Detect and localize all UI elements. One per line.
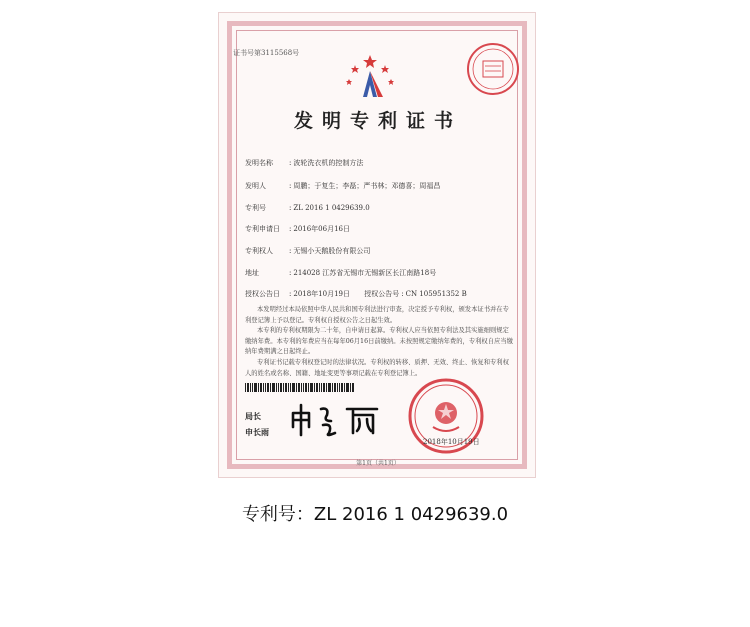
page-number: 第1页（共1页）: [356, 460, 400, 467]
patent-certificate: [218, 12, 536, 478]
field-application-date: 专利申请日 : 2016年06月16日: [245, 225, 350, 233]
certificate-number: 证书号第3115568号: [233, 49, 300, 57]
top-seal-icon: [465, 41, 521, 97]
field-patentee: 专利权人 : 无锡小天鹅股份有限公司: [245, 247, 371, 255]
field-grant-info: 授权公告日 : 2018年10月19日 授权公告号 : CN 105951352 B: [245, 290, 467, 298]
paragraph-3: 专利证书记载专利权登记时的法律状况。专利权的转移、质押、无效、终止、恢复和专利权人的姓名或名称、国籍、地址变更等事项记载在专利登记簿上。: [245, 359, 509, 377]
director-name: 申长雨: [245, 427, 269, 437]
director-title: 局长: [245, 411, 261, 421]
director-signature-icon: [287, 397, 397, 441]
field-invention-name: 发明名称 : 波轮洗衣机的控制方法: [245, 159, 364, 167]
field-inventors: 发明人 : 周鹏；于复生；李磊；严书林；邓德喜；周福昌: [245, 182, 441, 190]
patent-office-logo-icon: [343, 53, 397, 99]
paragraph-1: 本发明经过本局依照中华人民共和国专利法进行审查，决定授予专利权，颁发本证书并在专利登记簿上予以登记。专利权自授权公告之日起生效。: [245, 306, 509, 324]
field-address: 地址 : 214028 江苏省无锡市无锡新区长江南路18号: [245, 269, 437, 277]
field-patent-number: 专利号 : ZL 2016 1 0429639.0: [245, 204, 370, 212]
paragraph-2: 本专利的专利权期限为二十年，自申请日起算。专利权人应当依照专利法及其实施细则规定缴纳年费。本专利的年费应当在每年06月16日前缴纳。未按照规定缴纳年费的，专利权自应当缴纳年费期满之日起终止。: [245, 327, 513, 355]
seal-date: 2018年10月19日: [423, 438, 480, 446]
certificate-title: 发明专利证书: [293, 110, 462, 132]
patent-number-caption: 专利号：ZL 2016 1 0429639.0: [241, 504, 509, 525]
barcode-icon: [245, 383, 355, 392]
